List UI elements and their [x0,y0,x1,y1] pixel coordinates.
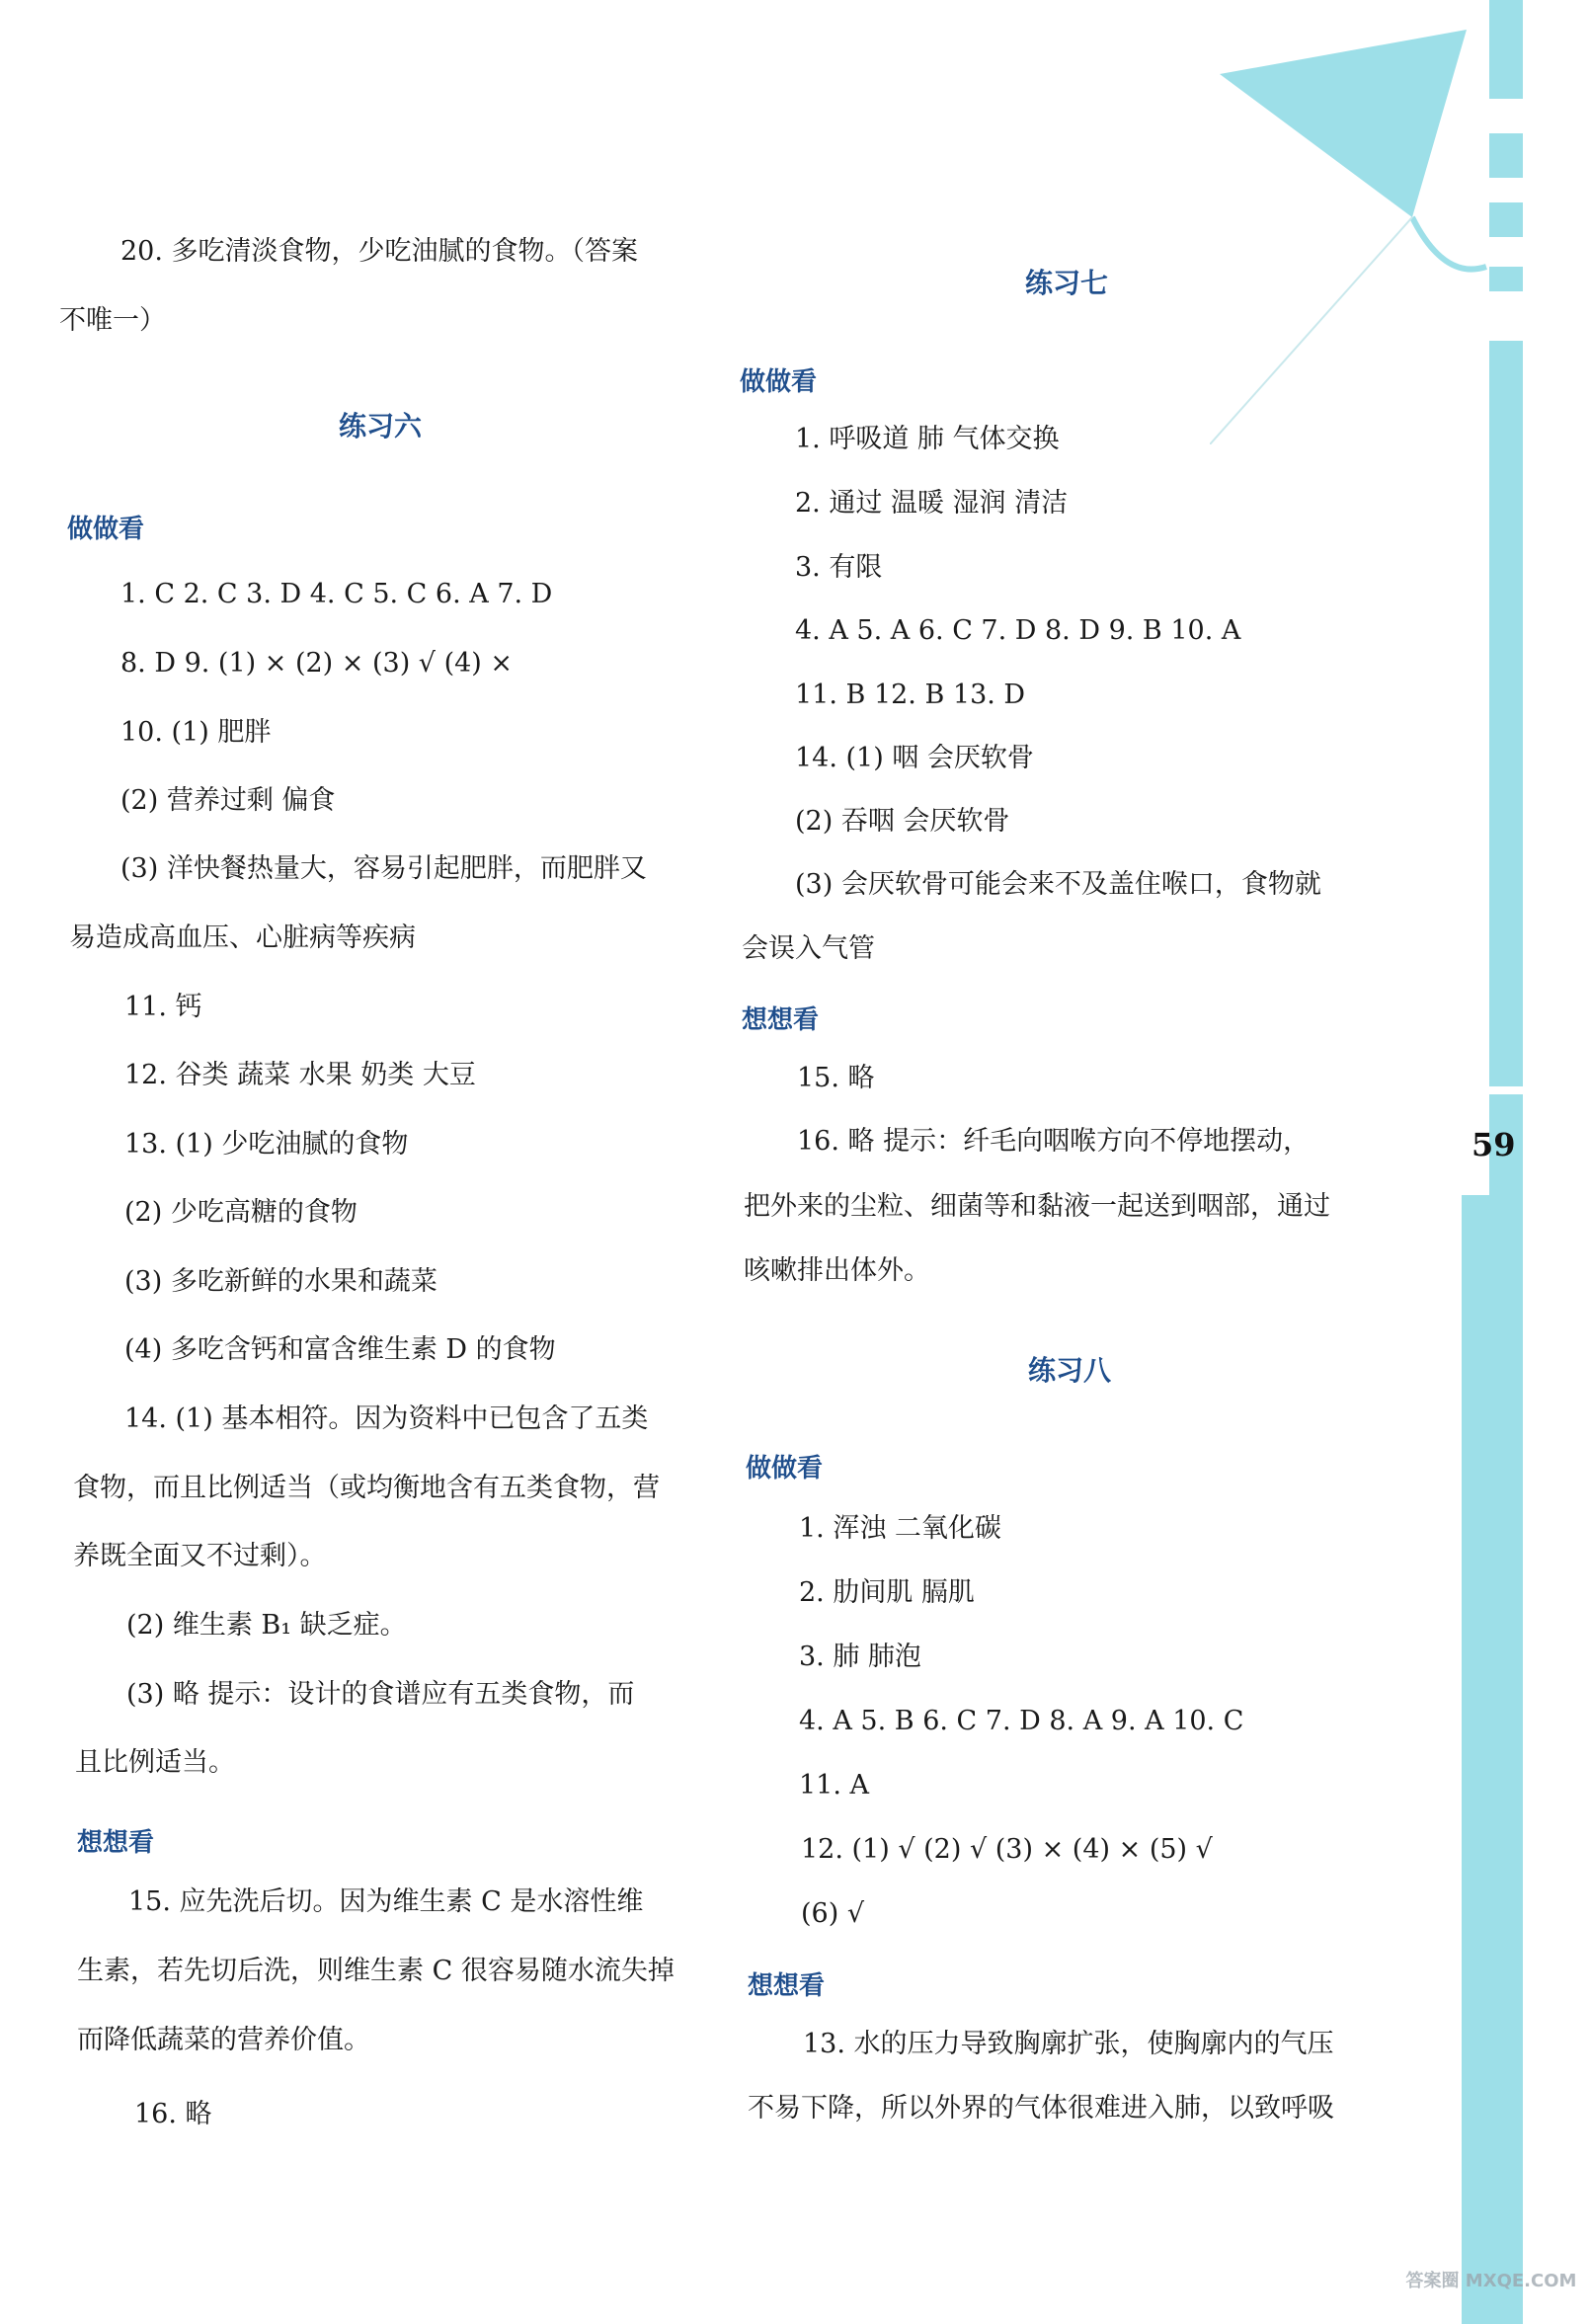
answer-line: 11. 钙 [124,992,202,1022]
answer-line: 15. 应先洗后切。因为维生素 C 是水溶性维 [128,1886,644,1917]
answer-line: (4) 多吃含钙和富含维生素 D 的食物 [124,1334,556,1365]
answer-line: 13. 水的压力导致胸廓扩张，使胸廓内的气压 [803,2029,1334,2059]
watermark-logo [1402,2242,1580,2316]
answer-line: 11. A [799,1770,870,1801]
page-number: 59 [1471,1126,1516,1163]
answer-line: (3) 洋快餐热量大，容易引起肥胖，而肥胖又 [120,853,647,884]
answer-line: (2) 少吃高糖的食物 [124,1197,358,1228]
answer-line: 12. (1) √ (2) √ (3) × (4) × (5) √ [801,1834,1213,1865]
answer-line: 2. 通过 温暖 湿润 清洁 [795,488,1069,519]
answer-line: 把外来的尘粒、细菌等和黏液一起送到咽部，通过 [744,1191,1330,1222]
answer-line: 1. C 2. C 3. D 4. C 5. C 6. A 7. D [120,579,553,609]
answer-line: 1. 浑浊 二氧化碳 [799,1513,1001,1544]
exercise-heading-6: 练习六 [338,410,422,442]
kite-illustration [1210,30,1506,444]
exercise-heading-7: 练习七 [1024,267,1108,299]
answer-line: 不易下降，所以外界的气体很难进入肺，以致呼吸 [748,2093,1334,2124]
section-do: 做做看 [67,515,145,544]
answer-line: 不唯一） [59,305,166,336]
watermark-text: 答案圈 MXQE.COM [1405,2270,1577,2291]
answer-line: 2. 肋间肌 膈肌 [799,1577,975,1608]
section-do: 做做看 [740,367,818,397]
answer-line: (2) 维生素 B₁ 缺乏症。 [126,1610,407,1641]
section-do: 做做看 [746,1454,824,1483]
decorative-band-tab [1422,1086,1523,1094]
answer-line: 生素，若先切后洗，则维生素 C 很容易随水流失掉 [77,1956,675,1986]
answer-line: 3. 有限 [795,552,883,583]
answer-line: 养既全面又不过剩）。 [73,1541,327,1571]
answer-line: (3) 多吃新鲜的水果和蔬菜 [124,1266,437,1297]
answer-line: 咳嗽排出体外。 [744,1255,930,1286]
section-think: 想想看 [742,1005,820,1035]
answer-line: 10. (1) 肥胖 [120,717,272,748]
answer-line: 16. 略 提示：纤毛向咽喉方向不停地摆动， [797,1126,1311,1157]
answer-line: 14. (1) 咽 会厌软骨 [795,743,1034,773]
section-think: 想想看 [748,1971,826,2001]
answer-line: 11. B 12. B 13. D [795,680,1026,710]
answer-line: 4. A 5. B 6. C 7. D 8. A 9. A 10. C [799,1706,1244,1736]
decorative-band-lower [1462,1195,1523,2324]
answer-line: 15. 略 [797,1063,875,1093]
answer-line: 且比例适当。 [75,1747,235,1778]
answer-line: 8. D 9. (1) × (2) × (3) √ (4) × [120,648,514,679]
answer-line: 12. 谷类 蔬菜 水果 奶类 大豆 [124,1060,476,1090]
answer-line: 而降低蔬菜的营养价值。 [77,2025,370,2055]
answer-line: 会误入气管 [742,933,875,964]
answer-line: 3. 肺 肺泡 [799,1642,921,1672]
answer-line: 易造成高血压、心脏病等疾病 [69,922,416,953]
answer-line: 20. 多吃清淡食物，少吃油腻的食物。（答案 [120,236,639,267]
answer-line: (3) 略 提示：设计的食谱应有五类食物，而 [126,1679,635,1710]
answer-line: (3) 会厌软骨可能会来不及盖住喉口，食物就 [795,869,1321,900]
answer-line: 14. (1) 基本相符。因为资料中已包含了五类 [124,1403,649,1434]
answer-line: 4. A 5. A 6. C 7. D 8. D 9. B 10. A [795,615,1241,646]
exercise-heading-8: 练习八 [1027,1354,1111,1387]
answer-line: (2) 吞咽 会厌软骨 [795,806,1010,837]
answer-line: (2) 营养过剩 偏食 [120,785,336,816]
answer-line: 13. (1) 少吃油腻的食物 [124,1129,409,1160]
answer-line: 16. 略 [134,2099,212,2129]
answer-line: (6) √ [801,1898,865,1929]
answer-line: 食物，而且比例适当（或均衡地含有五类食物，营 [73,1473,660,1503]
answer-line: 1. 呼吸道 肺 气体交换 [795,424,1060,454]
section-think: 想想看 [77,1828,155,1858]
